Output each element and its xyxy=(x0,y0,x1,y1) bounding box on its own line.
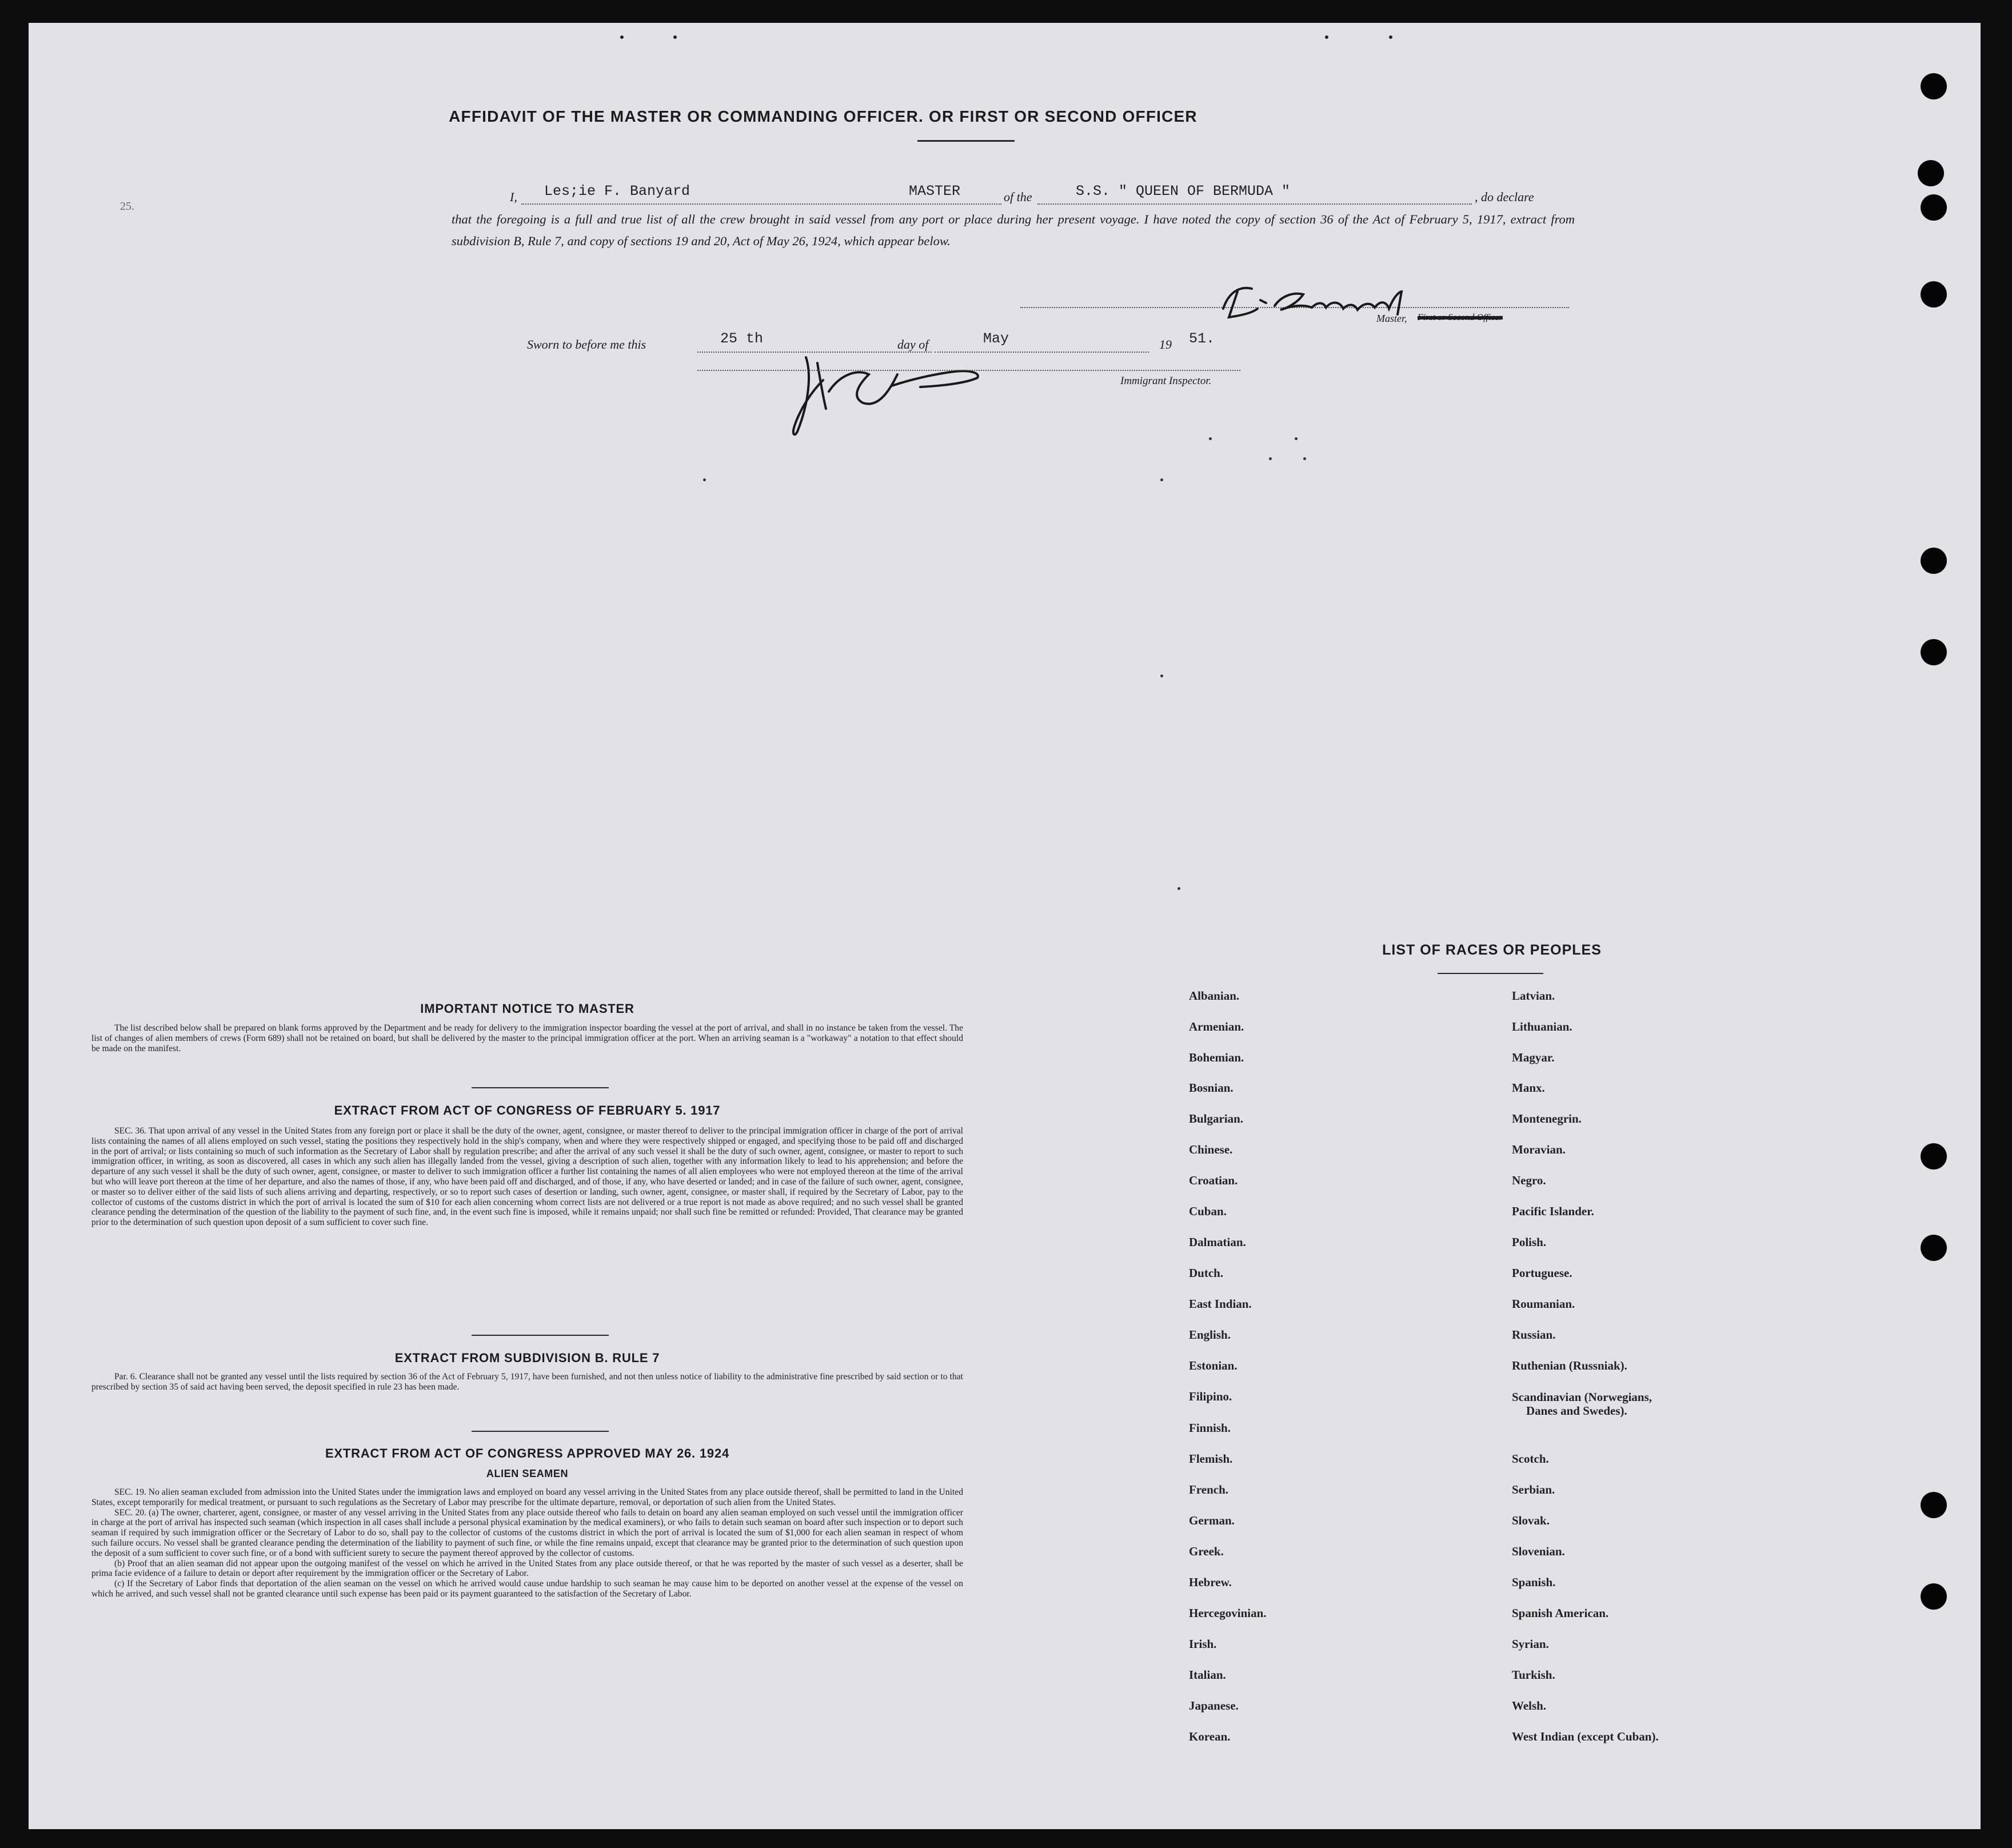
section-divider xyxy=(472,1335,609,1336)
section-divider xyxy=(472,1431,609,1432)
race-item: Welsh. xyxy=(1512,1699,1547,1713)
section-20c-paragraph: (c) If the Secretary of Labor finds that deportation of the alien seaman on the vessel on which he arrived would cause undue hardship to such seaman he may cause him to be deported on another vessel at the expense of the vessel on which he arrived, and such vessel shall not be granted clearance until such expense has been paid or its payment guaranteed to the satisfaction of the Secretary of Labor. xyxy=(91,1579,963,1599)
race-item: Roumanian. xyxy=(1512,1297,1575,1311)
master-label: Master, xyxy=(1376,313,1407,324)
race-item: French. xyxy=(1189,1483,1229,1496)
race-item: Dutch. xyxy=(1189,1266,1224,1280)
scan-speck xyxy=(1177,887,1180,890)
section-19-paragraph: SEC. 19. No alien seaman excluded from admission into the United States under the immigration laws and employed on board any vessel arriving in the United States from any place outside thereof, shall be permitted to land in the United States, except temporarily for medical treatment, or pursuant to such regulations as the Secretary of Labor may prescribe for the ultimate departure, removal, or deportation of such alien from the United States. xyxy=(91,1487,963,1507)
race-item: Chinese. xyxy=(1189,1143,1233,1156)
inspector-label: Immigrant Inspector. xyxy=(1120,375,1212,387)
binder-hole xyxy=(1921,1235,1947,1261)
section-36-paragraph: SEC. 36. That upon arrival of any vessel in the United States from any foreign port or place it shall be the duty of the owner, agent, consignee, or master thereof to deliver to the principal immigration officer in charge of the port of arrival lists containing the names of all aliens employed on such vessel, stating the positions they respectively hold in the ship's company, when and where they were respectively shipped or engaged, and specifying those to be paid off and discharged in the port of arrival; or lists containing so much of such information as the Secretary of Labor shall by regulation prescribe; and after the arrival of any such vessel it shall be the duty of such owner, agent, consignee, or master to report to such immigration officer, in writing, as soon as discovered, all cases in which any such alien has illegally landed from the vessel, giving a description of such alien, together with any information likely to lead to his apprehension; and before the departure of any such vessel it shall be the duty of such owner, agent, consignee, or master to deliver to such immigration officer a further list containing the names of all alien employees who were not employed thereon at the time of the arrival but who will leave port thereon at the time of her departure, and also the names of those, if any, who have been paid off and discharged, and of those, if any, who have deserted or landed; and in case of the failure of such owner, agent, consignee, or master so to deliver either of the said lists of such aliens arriving and departing, respectively, or so to report such cases of desertion or landing, such owner, agent, consignee, or master shall, if required by the Secretary of Labor, pay to the collector of customs of the customs district in which the port of arrival is located the sum of $10 for each alien concerning whom correct lists are not delivered or a true report is not made as above required; and no such vessel shall be granted clearance pending the determination of the question of the liability to the payment of such fine, and, in the event such fine is imposed, while it remains unpaid; nor shall such fine be remitted or refunded: Provided, That clearance may be granted prior to the determination of such question upon deposit of a sum sufficient to cover such fine. xyxy=(91,1126,963,1228)
race-item: Syrian. xyxy=(1512,1637,1549,1651)
year-prefix: 19 xyxy=(1159,337,1172,352)
race-item: East Indian. xyxy=(1189,1297,1252,1311)
rule-7-paragraph: Par. 6. Clearance shall not be granted any vessel until the lists required by section 36 of the Act of February 5, 1917, have been furnished, and not then unless notice of liability to the administrative fine prescribed by said section or to that prescribed by section 35 of said act having been served, the deposit specified in rule 23 has been made. xyxy=(91,1372,963,1392)
race-item: Hercegovinian. xyxy=(1189,1606,1267,1620)
extract-1917-title: EXTRACT FROM ACT OF CONGRESS OF FEBRUARY 5. 1917 xyxy=(334,1103,721,1117)
binder-hole xyxy=(1921,1492,1947,1518)
race-item: Dalmatian. xyxy=(1189,1235,1246,1249)
race-item: Italian. xyxy=(1189,1668,1226,1682)
race-item: Irish. xyxy=(1189,1637,1217,1651)
race-item: Finnish. xyxy=(1189,1421,1231,1435)
master-rank: MASTER xyxy=(909,183,961,199)
race-item: Moravian. xyxy=(1512,1143,1566,1156)
race-item: Estonian. xyxy=(1189,1359,1237,1372)
race-item: Scotch. xyxy=(1512,1452,1549,1466)
race-item: English. xyxy=(1189,1328,1231,1342)
section-20b-paragraph: (b) Proof that an alien seaman did not appear upon the outgoing manifest of the vessel on which he arrived in the United States from any place outside thereof, or that he was reported by the master of such vessel as a deserter, shall be prima facie evidence of a failure to detain or deport after requirement by the immigration officer or the Secretary of Labor. xyxy=(91,1558,963,1579)
race-item: West Indian (except Cuban). xyxy=(1512,1730,1659,1743)
race-item: Spanish. xyxy=(1512,1575,1556,1589)
race-item: Ruthenian (Russniak). xyxy=(1512,1359,1627,1372)
race-item: Slovak. xyxy=(1512,1514,1550,1527)
scan-speck xyxy=(673,35,677,39)
races-title: LIST OF RACES OR PEOPLES xyxy=(1382,942,1602,958)
race-item: Korean. xyxy=(1189,1730,1231,1743)
race-item: Montenegrin. xyxy=(1512,1112,1582,1125)
extract-1924-title: EXTRACT FROM ACT OF CONGRESS APPROVED MAY 26. 1924 xyxy=(325,1446,730,1460)
scan-speck xyxy=(1160,478,1163,481)
section-divider xyxy=(472,1087,609,1088)
of-the-label: of the xyxy=(1004,190,1032,204)
race-item: Spanish American. xyxy=(1512,1606,1609,1620)
rule-7-text xyxy=(91,1372,963,1392)
race-item: Bosnian. xyxy=(1189,1081,1233,1095)
binder-hole xyxy=(1918,160,1944,186)
races-title-underline xyxy=(1438,973,1543,974)
race-item: Japanese. xyxy=(1189,1699,1239,1713)
scan-speck xyxy=(1325,35,1328,39)
sworn-label: Sworn to before me this xyxy=(527,337,646,352)
vessel-name: S.S. " QUEEN OF BERMUDA " xyxy=(1076,183,1291,199)
scan-speck xyxy=(1295,437,1298,440)
race-item: Hebrew. xyxy=(1189,1575,1232,1589)
race-item: Armenian. xyxy=(1189,1020,1244,1033)
race-item: Latvian. xyxy=(1512,989,1555,1003)
race-item: Greek. xyxy=(1189,1544,1224,1558)
race-item: German. xyxy=(1189,1514,1235,1527)
scan-speck xyxy=(1269,457,1272,460)
scan-speck xyxy=(1389,35,1392,39)
rule-7-title: EXTRACT FROM SUBDIVISION B. RULE 7 xyxy=(394,1351,660,1365)
affidavit-body: that the foregoing is a full and true list of all the crew brought in said vessel from any port or place during her present voyage. I have noted the copy of section 36 of the Act of February 5, 1917, extract from subdivision B, Rule 7, and copy of sections 19 and 20, Act of May 26, 1924, which appear below. xyxy=(452,212,1575,248)
struck-officer-text: First or Second Officer xyxy=(1418,313,1503,322)
title-underline xyxy=(917,140,1015,142)
scan-speck xyxy=(703,478,706,481)
race-item: Slovenian. xyxy=(1512,1544,1565,1558)
binder-hole xyxy=(1921,281,1947,308)
scan-speck xyxy=(620,35,624,39)
binder-hole xyxy=(1921,194,1947,221)
race-item: Russian. xyxy=(1512,1328,1556,1342)
year-suffix: 51. xyxy=(1189,330,1215,347)
inspector-signature-line xyxy=(697,370,1240,371)
notice-paragraph: The list described below shall be prepared on blank forms approved by the Department and be ready for delivery to the immigration inspector boarding the vessel at the port of arrival, and shall in no instance be taken from the vessel. The list of changes of alien members of crews (Form 689) shall not be retained on board, but shall be delivered by the master to the principal immigration officer at the port. When an arriving seaman is a "workaway" a notation to that effect should be made on the manifest. xyxy=(91,1023,963,1053)
race-item: Croatian. xyxy=(1189,1174,1238,1187)
inspector-signature xyxy=(783,340,1000,443)
binder-hole xyxy=(1921,73,1947,99)
document-page xyxy=(29,23,1981,1829)
notice-text xyxy=(91,1023,963,1053)
race-item: Turkish. xyxy=(1512,1668,1555,1682)
binder-hole xyxy=(1921,639,1947,665)
binder-hole xyxy=(1921,1583,1947,1610)
day-of-label: day of xyxy=(897,337,929,352)
sworn-day: 25 th xyxy=(720,330,764,347)
i-label: I, xyxy=(510,190,517,204)
scan-speck xyxy=(1160,674,1163,677)
race-item: Portuguese. xyxy=(1512,1266,1572,1280)
race-item: Polish. xyxy=(1512,1235,1547,1249)
race-item: Scandinavian (Norwegians, xyxy=(1512,1390,1652,1404)
binder-hole xyxy=(1921,1143,1947,1170)
declare-label: , do declare xyxy=(1475,190,1534,204)
name-line xyxy=(521,203,1001,205)
race-item: Negro. xyxy=(1512,1174,1546,1187)
race-item: Manx. xyxy=(1512,1081,1545,1095)
scan-speck xyxy=(1209,437,1212,440)
race-item: Bohemian. xyxy=(1189,1051,1244,1064)
binder-hole xyxy=(1921,548,1947,574)
race-item: Albanian. xyxy=(1189,989,1240,1003)
race-item: Filipino. xyxy=(1189,1390,1232,1403)
race-item: Flemish. xyxy=(1189,1452,1233,1466)
affidavit-title: AFFIDAVIT OF THE MASTER OR COMMANDING OFFICER. OR FIRST OR SECOND OFFICER xyxy=(449,107,1197,125)
race-item: Cuban. xyxy=(1189,1204,1227,1218)
master-name: Les;ie F. Banyard xyxy=(544,183,690,199)
race-item: Serbian. xyxy=(1512,1483,1555,1496)
extract-1917-text xyxy=(91,1126,963,1228)
race-item: Magyar. xyxy=(1512,1051,1555,1064)
extract-1924-text xyxy=(91,1487,963,1599)
alien-seamen-subtitle: ALIEN SEAMEN xyxy=(486,1468,569,1479)
scan-speck xyxy=(1303,457,1306,460)
sworn-month: May xyxy=(983,330,1009,347)
notice-title: IMPORTANT NOTICE TO MASTER xyxy=(420,1001,634,1016)
race-item: Lithuanian. xyxy=(1512,1020,1572,1033)
vessel-line xyxy=(1037,203,1472,205)
page-mark: 25. xyxy=(120,200,134,213)
section-20a-paragraph: SEC. 20. (a) The owner, charterer, agent, consignee, or master of any vessel arriving in the United States from any place outside thereof who fails to detain on board any alien seaman employed on such vessel until the immigration officer in charge at the port of arrival has inspected such seaman (which inspection in all cases shall include a personal physical examination by the medical examiners), or who fails to detain such seaman on board after such inspection or to deport such seaman if required by such immigration officer or the Secretary of Labor to do so, shall pay to the collector of customs of the customs district in which the port of arrival is located the sum of $1,000 for each alien seaman in respect of whom such failure occurs. No vessel shall be granted clearance pending the determination of the liability to payment of such fine, or while the fine remains unpaid, except that clearance may be granted prior to the determination of such question upon the deposit of a sum sufficient to cover such fine, or of a bond with sufficient surety to secure the payment thereof approved by the collector of customs. xyxy=(91,1507,963,1558)
race-item: Bulgarian. xyxy=(1189,1112,1244,1125)
race-item: Pacific Islander. xyxy=(1512,1204,1594,1218)
race-item: Danes and Swedes). xyxy=(1526,1404,1627,1418)
